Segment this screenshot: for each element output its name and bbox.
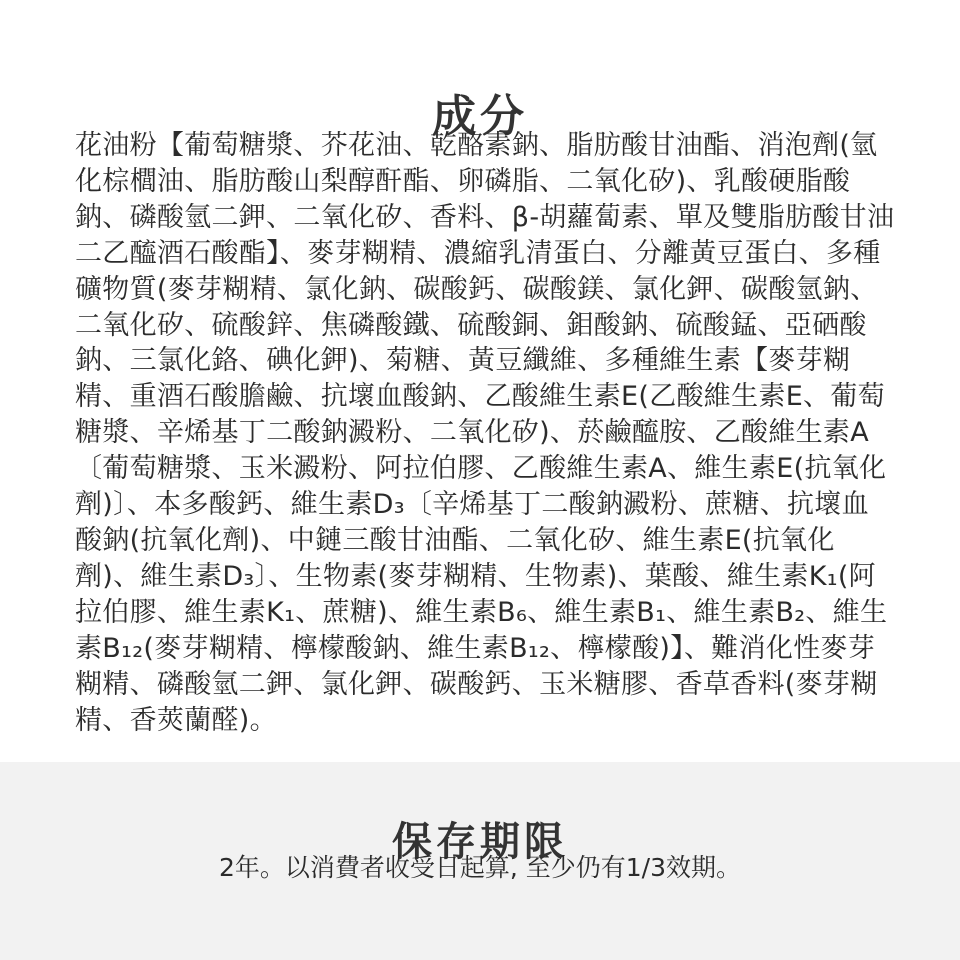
ingredients-title: 成分 xyxy=(432,91,528,143)
shelf-life-text: 2年。以消費者收受日起算, 至少仍有1/3效期。 xyxy=(218,853,742,882)
shelf-life-title: 保存期限 xyxy=(392,819,568,866)
ingredients-text: 花油粉【葡萄糖漿、芥花油、乾酪素鈉、脂肪酸甘油酯、消泡劑(氫化棕櫚油、脂肪酸山梨醇酐酯、卵磷脂、二氧化矽)、乳酸硬脂酸鈉、磷酸氫二鉀、二氧化矽、香料、β-胡蘿蔔素、單及雙脂肪酸甘油二乙醯酒石酸酯】、麥芽糊精、濃縮乳清蛋白、分離黃豆蛋白、多種礦物質(麥芽糊精、氯化鈉、碳酸鈣、碳酸鎂、氯化鉀、碳酸氫鈉、二氧化矽、硫酸鋅、焦磷酸鐵、硫酸銅、鉬酸鈉、硫酸錳、亞硒酸鈉、三氯化鉻、碘化鉀)、菊糖、黃豆纖維、多種維生素【麥芽糊精、重酒石酸膽鹼、抗壞血酸鈉、乙酸維生素E(乙酸維生素E、葡萄糖漿、辛烯基丁二酸鈉澱粉、二氧化矽)、菸鹼醯胺、乙酸維生素A〔葡萄糖漿、玉米澱粉、阿拉伯膠、乙酸維生素A、維生素E(抗氧化劑)〕、本多酸鈣、維生素D₃〔辛烯基丁二酸鈉澱粉、蔗糖、抗壞血酸鈉(抗氧化劑)、中鏈三酸甘油酯、二氧化矽、維生素E(抗氧化劑)、維生素D₃〕、生物素(麥芽糊精、生物素)、葉酸、維生素K₁(阿拉伯膠、維生素K₁、蔗糖)、維生素B₆、維生素B₁、維生素B₂、維生素B₁₂(麥芽糊精、檸檬酸鈉、維生素B₁₂、檸檬酸)】、難消化性麥芽糊精、磷酸氫二鉀、氯化鉀、碳酸鈣、玉米糖膠、香草香料(麥芽糊精、香莢蘭醛)。 xyxy=(75,130,895,736)
shelf-life-section xyxy=(0,762,960,960)
